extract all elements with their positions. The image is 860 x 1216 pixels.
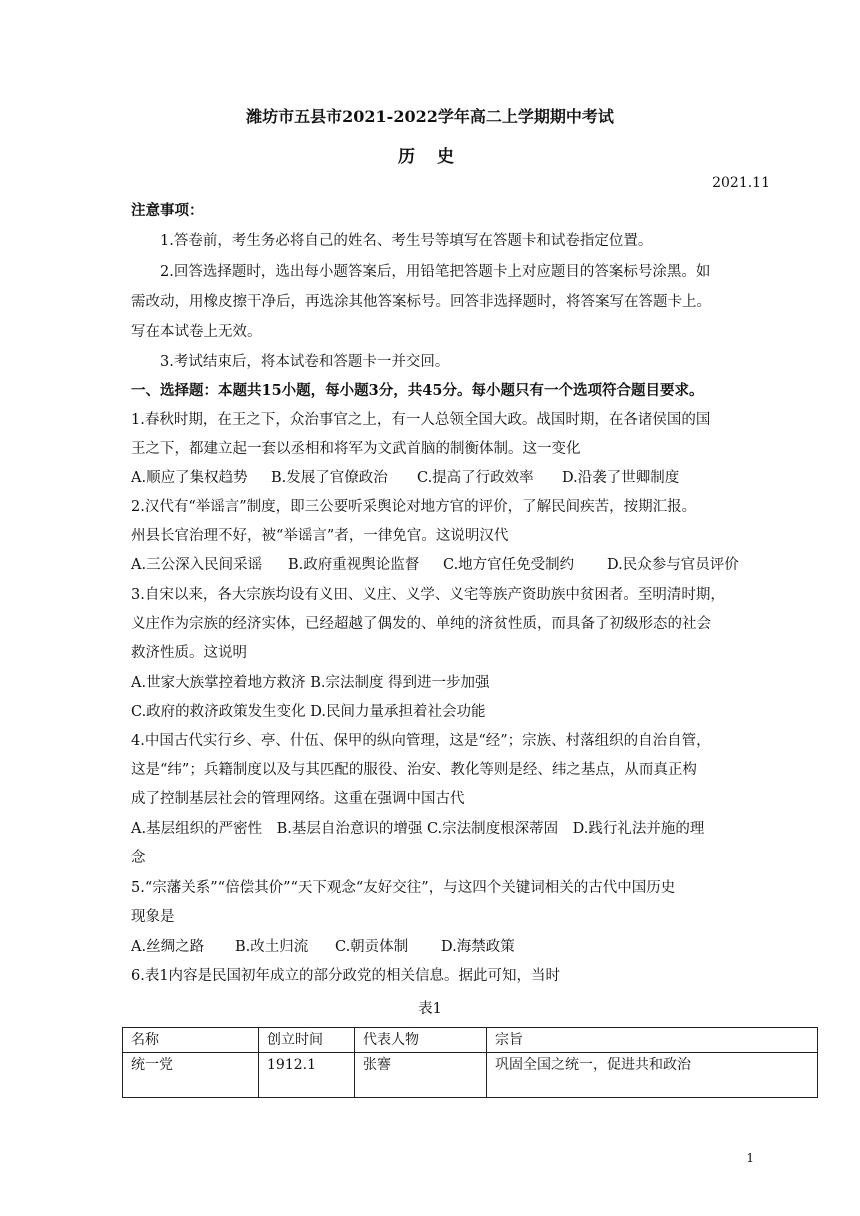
q5-stem-1: 5.“宗藩关系”“倍偿其价”“天下观念“友好交往”，与这四个关键词相关的古代中国历史 xyxy=(131,880,676,896)
q5-option-c: C.朝贡体制 xyxy=(335,939,409,955)
table-caption: 表1 xyxy=(418,1001,442,1017)
q2-option-b: B.政府重视舆论监督 xyxy=(288,557,420,573)
notes-heading: 注意事项： xyxy=(131,202,204,219)
q1-option-c: C.提高了行政效率 xyxy=(417,470,534,486)
q5-option-d: D.海禁政策 xyxy=(441,939,515,955)
table-header-cell: 代表人物 xyxy=(355,1028,487,1053)
q1-option-a: A.顺应了集权趋势 xyxy=(131,470,248,486)
q4-stem-2: 这是“纬”；兵籍制度以及与其匹配的服役、治安、教化等则是经、纬之基点，从而真正构 xyxy=(131,762,697,778)
q4-stem-3: 成了控制基层社会的管理网络。这重在强调中国古代 xyxy=(131,791,465,807)
q5-stem-2: 现象是 xyxy=(131,909,175,925)
table-header-cell: 创立时间 xyxy=(259,1028,355,1053)
notes-line-2: 2.回答选择题时，选出每小题答案后，用铅笔把答题卡上对应题目的答案标号涂黑。如 xyxy=(160,264,711,280)
q2-stem-2: 州县长官治理不好，被“举谣言”者，一律免官。这说明汉代 xyxy=(131,528,509,544)
q5-option-b: B.改土归流 xyxy=(235,939,309,955)
table-header-cell: 名称 xyxy=(123,1028,259,1053)
page-number: 1 xyxy=(746,1151,754,1165)
q4-stem-1: 4.中国古代实行乡、亭、什伍、保甲的纵向管理，这是“经”；宗族、村落组织的自治自管， xyxy=(131,733,711,749)
notes-line-5: 3.考试结束后，将本试卷和答题卡一并交回。 xyxy=(160,354,450,370)
table-cell: 1912.1 xyxy=(259,1053,355,1098)
q6-stem-1: 6.表1内容是民国初年成立的部分政党的相关信息。据此可知，当时 xyxy=(131,968,561,984)
table-row xyxy=(123,1053,818,1098)
exam-title: 潍坊市五县市2021-2022学年高二上学期期中考试 xyxy=(246,107,614,126)
q1-stem-2: 王之下，都建立起一套以丞相和将军为文武首脑的制衡体制。这一变化 xyxy=(131,441,581,457)
q2-options xyxy=(131,555,739,575)
table-cell: 巩固全国之统一，促进共和政治 xyxy=(487,1053,818,1098)
notes-line-4: 写在本试卷上无效。 xyxy=(131,324,262,340)
q2-option-a: A.三公深入民间采谣 xyxy=(131,557,263,573)
table-cell: 统一党 xyxy=(123,1053,259,1098)
q4-options-2: 念 xyxy=(131,850,146,866)
q3-options-2: C.政府的救济政策发生变化 D.民间力量承担着社会功能 xyxy=(131,704,486,720)
q5-option-a: A.丝绸之路 xyxy=(131,939,205,955)
party-table xyxy=(122,1027,818,1098)
q3-stem-1: 3.自宋以来，各大宗族均设有义田、义庄、义学、义宅等族产资助族中贫困者。至明清时期， xyxy=(131,587,725,603)
q3-stem-2: 义庄作为宗族的经济实体，已经超越了偶发的、单纯的济贫性质，而具备了初级形态的社会 xyxy=(131,616,711,632)
q1-options xyxy=(131,468,679,488)
notes-line-1: 1.答卷前，考生务必将自己的姓名、考生号等填写在答题卡和试卷指定位置。 xyxy=(160,233,653,249)
table-header-cell: 宗旨 xyxy=(487,1028,818,1053)
section-heading: 一、选择题：本题共15小题，每小题3分，共45分。每小题只有一个选项符合题目要求。 xyxy=(131,382,704,399)
q4-options-1: A.基层组织的严密性 B.基层自治意识的增强 C.宗法制度根深蒂固 D.践行礼法并施的理 xyxy=(131,821,705,837)
q5-options xyxy=(131,937,515,957)
q2-stem-1: 2.汉代有“举谣言”制度，即三公要听采舆论对地方官的评价，了解民间疾苦，按期汇报。 xyxy=(131,499,697,515)
q2-option-c: C.地方官任免受制约 xyxy=(443,557,575,573)
subject-title: 历 史 xyxy=(398,147,462,167)
table-header-row xyxy=(123,1028,818,1053)
q1-option-d: D.沿袭了世卿制度 xyxy=(562,470,680,486)
q2-option-d: D.民众参与官员评价 xyxy=(607,557,739,573)
notes-line-3: 需改动，用橡皮擦干净后，再选涂其他答案标号。回答非选择题时，将答案写在答题卡上。 xyxy=(131,294,711,310)
table-cell: 张謇 xyxy=(355,1053,487,1098)
q1-option-b: B.发展了官僚政治 xyxy=(271,470,388,486)
q3-stem-3: 救济性质。这说明 xyxy=(131,645,247,661)
q3-options-1: A.世家大族掌控着地方救济 B.宗法制度 得到进一步加强 xyxy=(131,675,490,691)
q1-stem-1: 1.春秋时期，在王之下，众治事官之上，有一人总领全国大政。战国时期，在各诸侯国的国 xyxy=(131,412,711,428)
exam-date: 2021.11 xyxy=(712,175,770,191)
